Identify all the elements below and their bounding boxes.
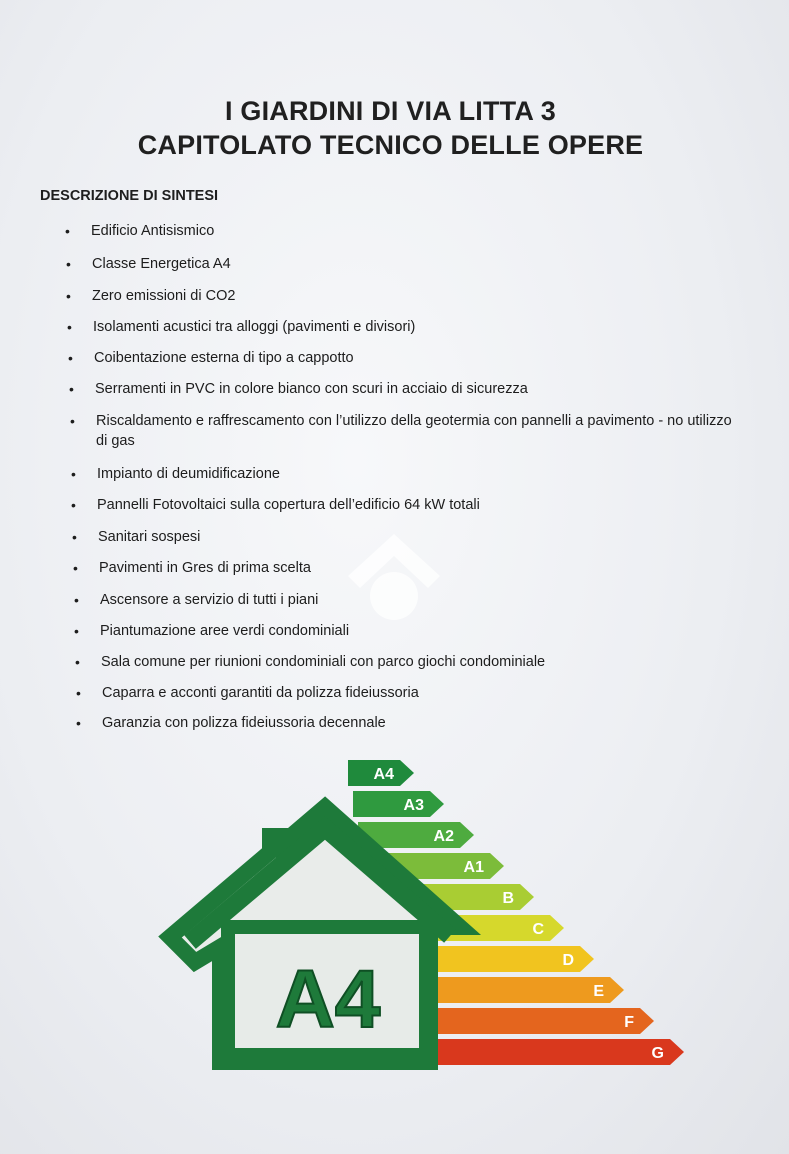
list-item: • Piantumazione aree verdi condominiali [100,621,750,641]
list-item: • Sanitari sospesi [98,527,748,547]
list-item: • Ascensore a servizio di tutti i piani [100,590,750,610]
watermark-logo-icon [344,530,444,626]
energy-class-label: D [562,952,574,969]
energy-class-label: A4 [373,766,394,783]
document-title-line2: CAPITOLATO TECNICO DELLE OPERE [137,130,644,160]
list-item: • Serramenti in PVC in colore bianco con scuri in acciaio di sicurezza [95,379,745,399]
energy-class-label: A2 [433,828,454,845]
list-item: • Garanzia con polizza fideiussoria decennale [102,713,752,733]
list-item: • Pannelli Fotovoltaici sulla copertura dell’edificio 64 kW totali [97,495,747,515]
document-title-line1: I GIARDINI DI VIA LITTA 3 [224,96,556,126]
list-item: • Classe Energetica A4 [92,254,742,274]
energy-class-graphic [160,752,664,1092]
energy-class-label: G [651,1045,664,1062]
energy-class-label: A3 [403,797,424,814]
list-item: • Sala comune per riunioni condominiali con parco giochi condominiale [101,652,751,672]
list-item: • Impianto di deumidificazione [97,464,747,484]
energy-class-label: F [624,1014,634,1031]
energy-class-label: A1 [463,859,484,876]
energy-class-label: B [502,890,514,907]
list-item: • Caparra e acconti garantiti da polizza fideiussoria [102,683,752,703]
section-heading: DESCRIZIONE DI SINTESI [40,188,219,204]
list-item: • Coibentazione esterna di tipo a cappotto [94,348,744,368]
list-item: • Riscaldamento e raffrescamento con l’utilizzo della geotermia con pannelli a pavimento - no utilizzo di gas [96,411,736,451]
list-item: • Edificio Antisismico [91,221,741,241]
energy-class-label: E [593,983,604,1000]
energy-class-bar [353,791,444,817]
energy-class-label: C [532,921,544,938]
list-item: • Zero emissioni di CO2 [92,286,742,306]
house-class-label: A4 [275,954,381,1045]
list-item: • Isolamenti acustici tra alloggi (pavimenti e divisori) [93,317,743,337]
list-item: • Pavimenti in Gres di prima scelta [99,558,749,578]
